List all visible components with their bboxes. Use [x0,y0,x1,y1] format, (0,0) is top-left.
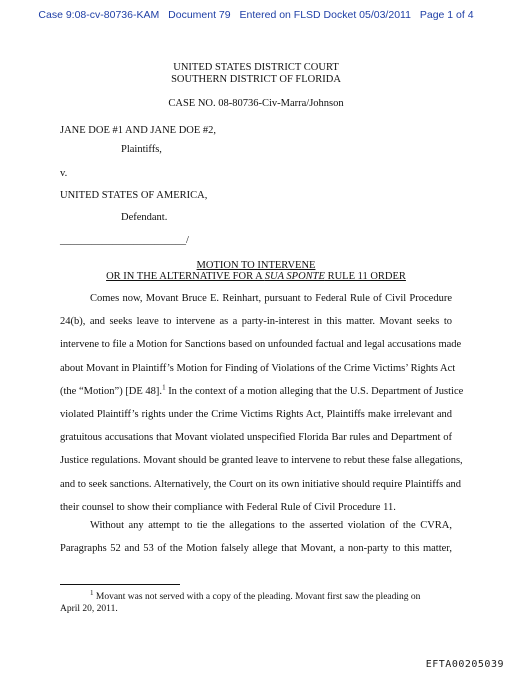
paragraph-line-part: In the context of a motion alleging that the U.S. Department of Justice [165,385,464,397]
footnote [60,588,452,615]
motion-title: MOTION TO INTERVENE [196,260,316,271]
bates-number: EFTA00205039 [425,659,504,670]
paragraph-1 [60,287,464,519]
versus: v. [60,168,68,179]
footnote-number: 1 [90,588,94,597]
subtitle-pre: OR IN THE ALTERNATIVE FOR A [106,271,265,282]
docket-header [0,9,512,21]
footnote-line [60,588,452,603]
paragraph-line: 24(b), and seeks leave to intervene as a party-in-interest in this matter. Movant seeks to [60,316,452,328]
subtitle-italic: SUA SPONTE [264,271,325,282]
footnote-text: Movant was not served with a copy of the pleading. Movant first saw the pleading on [93,592,421,602]
paragraph-line: their counsel to show their compliance with Federal Rule of Civil Procedure 11. [60,501,396,513]
subtitle-post: RULE 11 ORDER [324,271,406,282]
header-entered: Entered on FLSD Docket 05/03/2011 [239,9,411,21]
paragraph-line-part: (the “Motion”) [DE 48]. [60,385,163,397]
paragraph-line: gratuitous accusations that Movant violated unspecified Florida Bar rules and Department of [60,432,452,444]
case-number: CASE NO. 08-80736-Civ-Marra/Johnson [168,98,344,109]
paragraph-line [60,380,464,403]
caption-signature-line: ________________________/ [60,235,189,246]
paragraph-line: Paragraphs 52 and 53 of the Motion falsely allege that Movant, a non-party to this matter, [60,543,452,555]
paragraph-line: about Movant in Plaintiff’s Motion for Finding of Violations of the Crime Victims’ Rights Act [60,362,456,374]
header-document: Document 79 [168,9,231,21]
defendant-label: Defendant. [121,212,168,223]
plaintiffs-name: JANE DOE #1 AND JANE DOE #2, [60,125,217,136]
footnote-reference: 1 [162,383,166,392]
paragraph-2 [60,514,452,560]
header-case-number: Case 9:08-cv-80736-KAM [38,9,160,21]
motion-subtitle [0,270,512,283]
header-page: Page 1 of 4 [419,9,474,21]
defendant-name: UNITED STATES OF AMERICA, [60,190,208,201]
court-name: UNITED STATES DISTRICT COURT [173,62,339,73]
paragraph-line: Without any attempt to tie the allegations to the asserted violation of the CVRA, [90,520,452,531]
paragraph-line: intervene to file a Motion for Sanctions based on unfounded factual and legal accusations made [60,339,462,351]
footnote-divider [60,584,180,585]
paragraph-line: Justice regulations. Movant should be granted leave to intervene to rebut these false allegations, [60,455,463,467]
paragraph-line: violated Plaintiff’s rights under the Crime Victims Rights Act, Plaintiffs make irrelevant and [60,409,452,421]
footnote-line: April 20, 2011. [60,604,118,614]
plaintiffs-label: Plaintiffs, [121,144,162,155]
paragraph-line: Comes now, Movant Bruce E. Reinhart, pursuant to Federal Rule of Civil Procedure [90,293,452,304]
court-district: SOUTHERN DISTRICT OF FLORIDA [171,74,341,85]
paragraph-line: and to seek sanctions. Alternatively, the Court on its own initiative should require Plaintiffs and [60,478,461,490]
